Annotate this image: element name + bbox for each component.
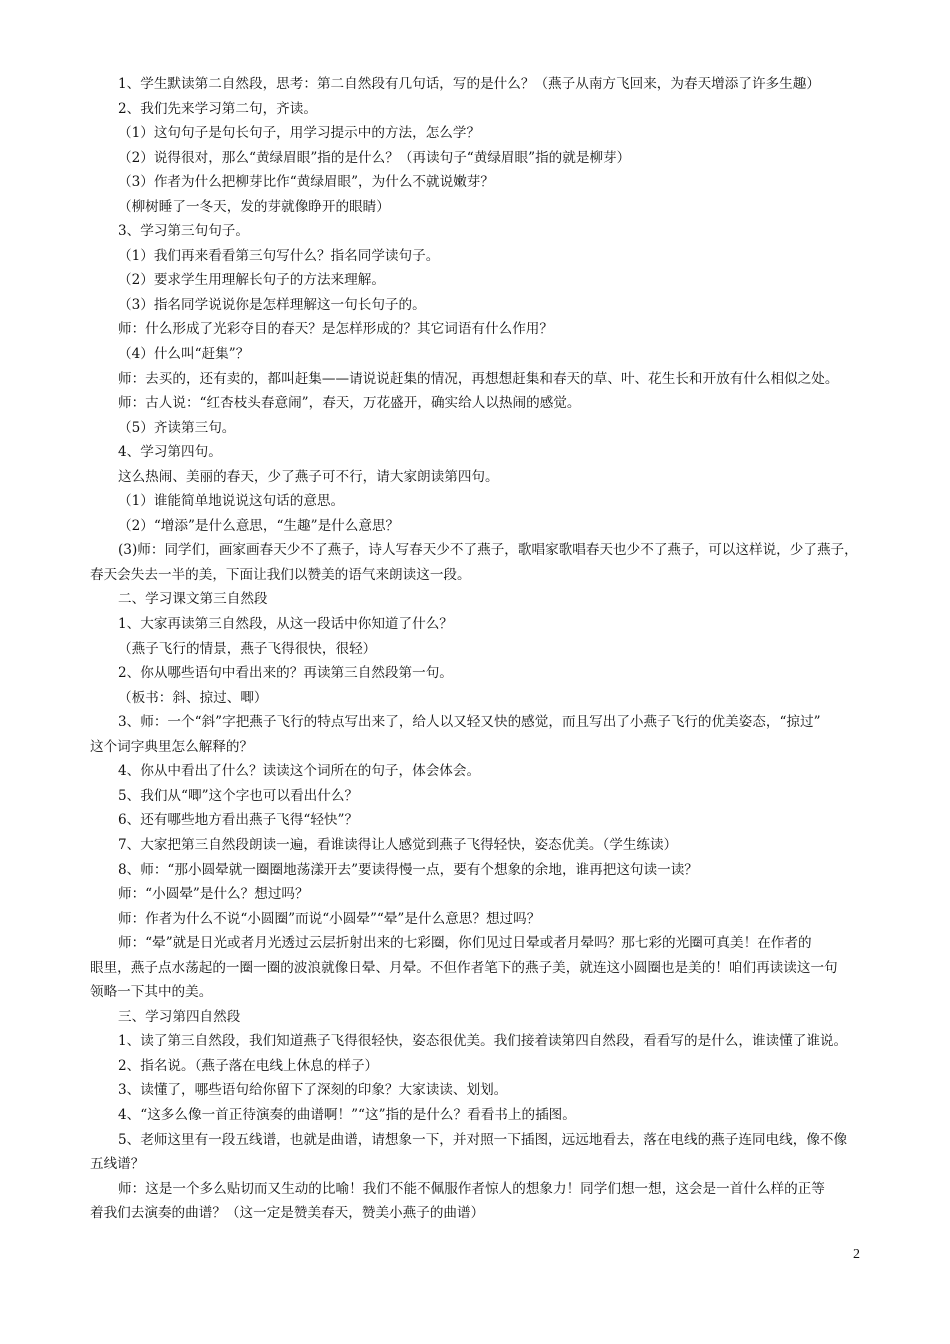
text-line: （2）说得很对，那么“黄绿眉眼”指的是什么？（再读句子“黄绿眉眼”指的就是柳芽） <box>118 149 631 166</box>
text-line: 8、师：“那小圆晕就一圈圈地荡漾开去”要读得慢一点，要有个想象的余地，谁再把这句读一读？ <box>118 861 698 878</box>
text-line: （2）要求学生用理解长句子的方法来理解。 <box>118 272 385 289</box>
text-line: （2）“增添”是什么意思，“生趣”是什么意思？ <box>118 517 400 534</box>
text-line: 4、你从中看出了什么？读读这个词所在的句子，体会体会。 <box>118 763 481 780</box>
text-line: 领略一下其中的美。 <box>90 984 213 1001</box>
text-line: （柳树睡了一冬天，发的芽就像睁开的眼睛） <box>118 198 390 215</box>
text-line: 6、还有哪些地方看出燕子飞得“轻快”？ <box>118 812 359 829</box>
text-line: 师：“晕”就是日光或者月光透过云层折射出来的七彩圈，你们见过日晕或者月晕吗？那七彩的光圈可真美！在作者的 <box>118 935 812 952</box>
text-line: 着我们去演奏的曲谱？（这一定是赞美春天，赞美小燕子的曲谱） <box>90 1205 485 1222</box>
text-line: 师：去买的，还有卖的，都叫赶集——请说说赶集的情况，再想想赶集和春天的草、叶、花生长和开放有什么相似之处。 <box>118 370 839 387</box>
text-line: （1）我们再来看看第三句写什么？指名同学读句子。 <box>118 247 440 264</box>
text-line: 二、学习课文第三自然段 <box>118 591 268 608</box>
text-line: （5）齐读第三句。 <box>118 419 236 436</box>
text-line: 五线谱？ <box>90 1156 145 1173</box>
text-line: 三、学习第四自然段 <box>118 1008 241 1025</box>
text-line: 春天会失去一半的美，下面让我们以赞美的语气来朗读这一段。 <box>90 566 471 583</box>
text-line: （4）什么叫“赶集”？ <box>118 346 250 363</box>
text-line: 5、我们从“唧”这个字也可以看出什么？ <box>118 787 359 804</box>
text-line: 2、你从哪些语句中看出来的？再读第三自然段第一句。 <box>118 665 453 682</box>
text-line: （1）这句句子是句长句子，用学习提示中的方法，怎么学？ <box>118 125 481 142</box>
text-line: 师：这是一个多么贴切而又生动的比喻！我们不能不佩服作者惊人的想象力！同学们想一想，这会是一首什么样的正等 <box>118 1180 825 1197</box>
text-line: 3、师：一个“斜”字把燕子飞行的特点写出来了，给人以又轻又快的感觉，而且写出了小燕子飞行的优美姿态，“掠过” <box>118 714 821 731</box>
text-line: 师：“小圆晕”是什么？想过吗？ <box>118 886 309 903</box>
text-line: 3、读懂了，哪些语句给你留下了深刻的印象？大家读读、划划。 <box>118 1082 508 1099</box>
text-line: (3)师：同学们，画家画春天少不了燕子，诗人写春天少不了燕子，歌唱家歌唱春天也少不了燕子，可以这样说，少了燕子， <box>118 542 858 559</box>
text-line: 师：古人说：“红杏枝头春意闹”，春天，万花盛开，确实给人以热闹的感觉。 <box>118 395 581 412</box>
text-line: 4、学习第四句。 <box>118 444 222 461</box>
page-number: 2 <box>853 1247 860 1262</box>
text-line: 7、大家把第三自然段朗读一遍，看谁读得让人感觉到燕子飞得轻快，姿态优美。（学生练读） <box>118 836 678 853</box>
text-line: 4、“这多么像一首正待演奏的曲谱啊！”“这”指的是什么？看看书上的插图。 <box>118 1106 576 1123</box>
text-line: 师：作者为什么不说“小圆圈”而说“小圆晕”“晕”是什么意思？想过吗？ <box>118 910 541 927</box>
text-line: 1、学生默读第二自然段，思考：第二自然段有几句话，写的是什么？（燕子从南方飞回来，为春天增添了许多生趣） <box>118 76 820 92</box>
text-line: 这个词字典里怎么解释的？ <box>90 738 254 755</box>
text-line: 1、大家再读第三自然段，从这一段话中你知道了什么？ <box>118 616 453 633</box>
text-line: 师：什么形成了光彩夺目的春天？是怎样形成的？其它词语有什么作用？ <box>118 321 553 338</box>
text-line: 2、指名说。（燕子落在电线上休息的样子） <box>118 1057 379 1074</box>
text-line: （板书：斜、掠过、唧） <box>118 689 268 706</box>
text-line: 2、我们先来学习第二句，齐读。 <box>118 100 317 117</box>
document-page <box>90 72 862 1226</box>
text-line: （3）指名同学说说你是怎样理解这一句长句子的。 <box>118 296 426 313</box>
text-line: （燕子飞行的情景，燕子飞得很快，很轻） <box>118 640 377 657</box>
text-line: 5、老师这里有一段五线谱，也就是曲谱，请想象一下，并对照一下插图，远远地看去，落在电线的燕子连同电线，像不像 <box>118 1131 848 1148</box>
text-line: 1、读了第三自然段，我们知道燕子飞得很轻快，姿态很优美。我们接着读第四自然段，看看写的是什么，谁读懂了谁说。 <box>118 1033 848 1050</box>
text-line: （1）谁能简单地说说这句话的意思。 <box>118 493 345 510</box>
text-line: （3）作者为什么把柳芽比作“黄绿眉眼”，为什么不就说嫩芽？ <box>118 174 494 191</box>
text-line: 这么热闹、美丽的春天，少了燕子可不行，请大家朗读第四句。 <box>118 468 499 485</box>
text-line: 3、学习第三句句子。 <box>118 223 249 240</box>
text-line: 眼里，燕子点水荡起的一圈一圈的波浪就像日晕、月晕。不但作者笔下的燕子美，就连这小圆圈也是美的！咱们再读读这一句 <box>90 959 838 976</box>
